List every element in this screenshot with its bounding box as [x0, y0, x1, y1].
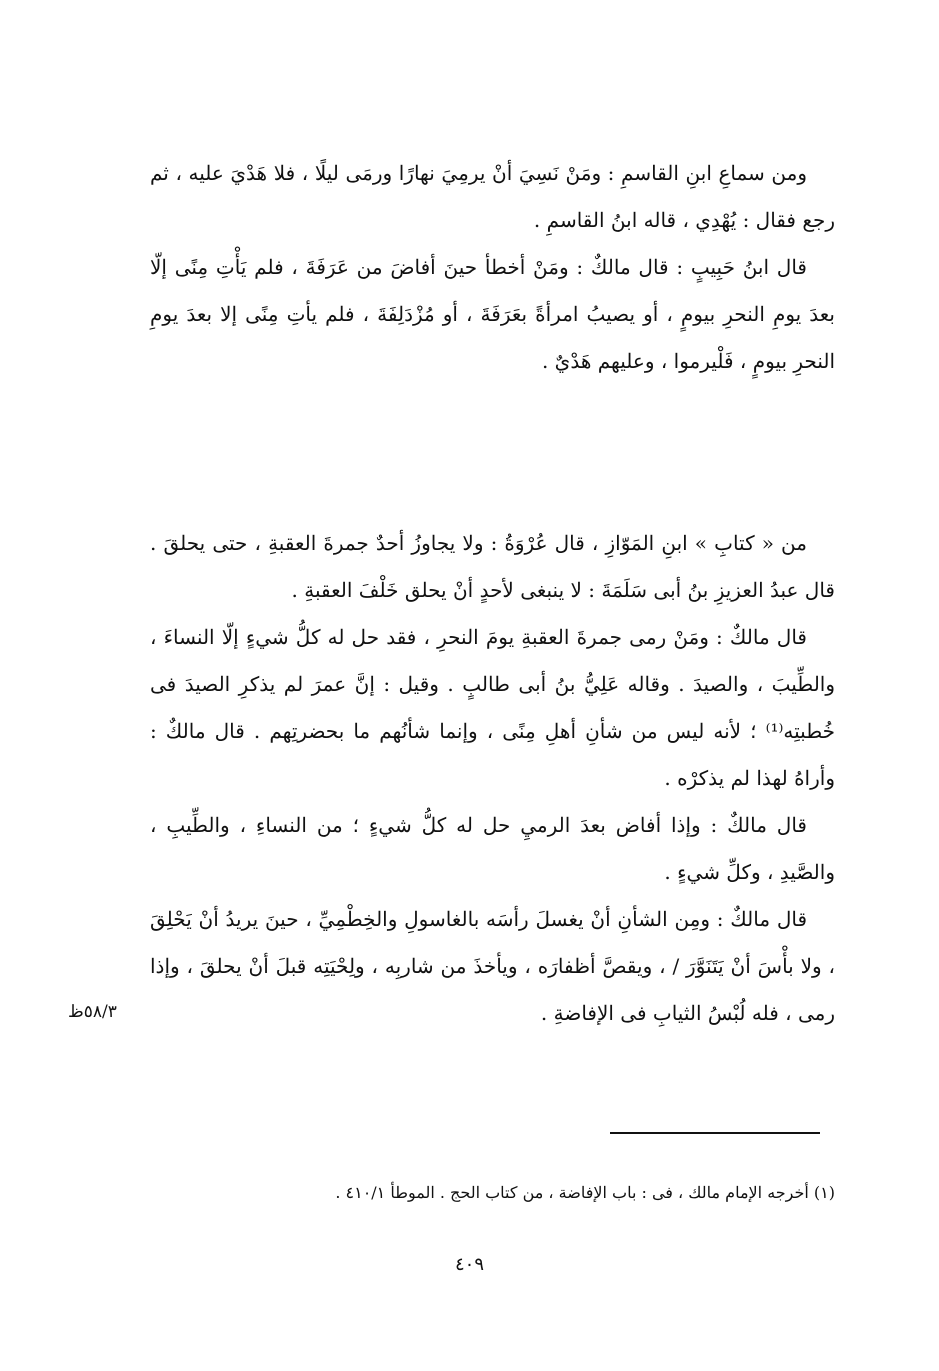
opening-text — [150, 150, 835, 385]
manuscript-folio-note: ٥٨/٣ظ — [68, 1002, 117, 1022]
paragraph-malik-jamrat-al-aqaba: قال مالكٌ : ومَنْ رمى جمرةَ العقبةِ يومَ النحرِ ، فقد حل له كلُّ شيءٍ إلّا النساءَ ، والطِّيبَ ، والصيدَ . وقاله عَلِيُّ بنُ أبى طالبٍ . وقيل : إنَّ عمرَ لم يذكرِ الصيدَ فى خُطبتِه⁽¹⁾ ؛ لأنه ليس من شأنِ أهلِ مِنًى ، وإنما شأنُهم ما بحضرتِهم . قال مالكٌ : وأراهُ لهذا لم يذكرْه . — [150, 625, 835, 790]
section-body — [150, 520, 835, 1037]
paragraph-ibn-al-mawwaz: من « كتابِ » ابنِ المَوّازِ ، قال عُرْوَةُ : ولا يجاوزُ أحدٌ جمرةَ العقبةِ ، حتى يحلقَ . قال عبدُ العزيزِ بنُ أبى سَلَمَةَ : لا ينبغى لأحدٍ أنْ يحلق خَلْفَ العقبةِ . — [150, 531, 835, 602]
paragraph-ibn-habib: قال ابنُ حَبِيبٍ : قال مالكٌ : ومَنْ أخطأ حينَ أفاضَ من عَرَفَةَ ، فلم يَأْتِ مِنًى إلّا بعدَ يومِ النحرِ بيومٍ ، أو يصيبُ امرأةً بعَرَفَةَ ، أو مُزْدَلِفَةَ ، فلم يأتِ مِنًى إلا بعدَ يومِ النحرِ بيومٍ ، فَلْيرموا ، وعليهم هَدْيٌ . — [150, 255, 835, 373]
paragraph-ibn-al-qasim: ومن سماعِ ابنِ القاسمِ : ومَنْ نَسِيَ أنْ يرمِيَ نهارًا ورمَى ليلًا ، فلا هَدْيَ عليه ، ثم رجع فقال : يُهْدِي ، قاله ابنُ القاسمِ . — [150, 161, 835, 232]
footnote: (١) أخرجه الإمام مالك ، فى : باب الإفاضة ، من كتاب الحج . الموطأ ٤١٠/١ . — [335, 1183, 835, 1202]
paragraph-malik-washing: قال مالكٌ : ومِن الشأنِ أنْ يغسلَ رأسَه بالغاسولِ والخِطْمِيِّ ، حينَ يريدُ أنْ يَحْلِقَ ، ولا بأْسَ أنْ يَتَنَوَّرَ / ، ويقصَّ أظفارَه ، ويأخذَ من شاربِه ، ولِحْيَتِه قبلَ أنْ يحلقَ ، وإذا رمى ، فله لُبْسُ الثيابِ فى الإفاضةِ . — [150, 907, 835, 1025]
paragraph-malik-ifada: قال مالكٌ : وإذا أفاض بعدَ الرميِ حل له كلُّ شيءٍ ؛ من النساءِ ، والطِّيبِ ، والصَّيدِ ، وكلِّ شيءٍ . — [150, 813, 835, 884]
page-number: ٤٠٩ — [454, 1254, 484, 1275]
footnote-divider — [610, 1132, 820, 1134]
